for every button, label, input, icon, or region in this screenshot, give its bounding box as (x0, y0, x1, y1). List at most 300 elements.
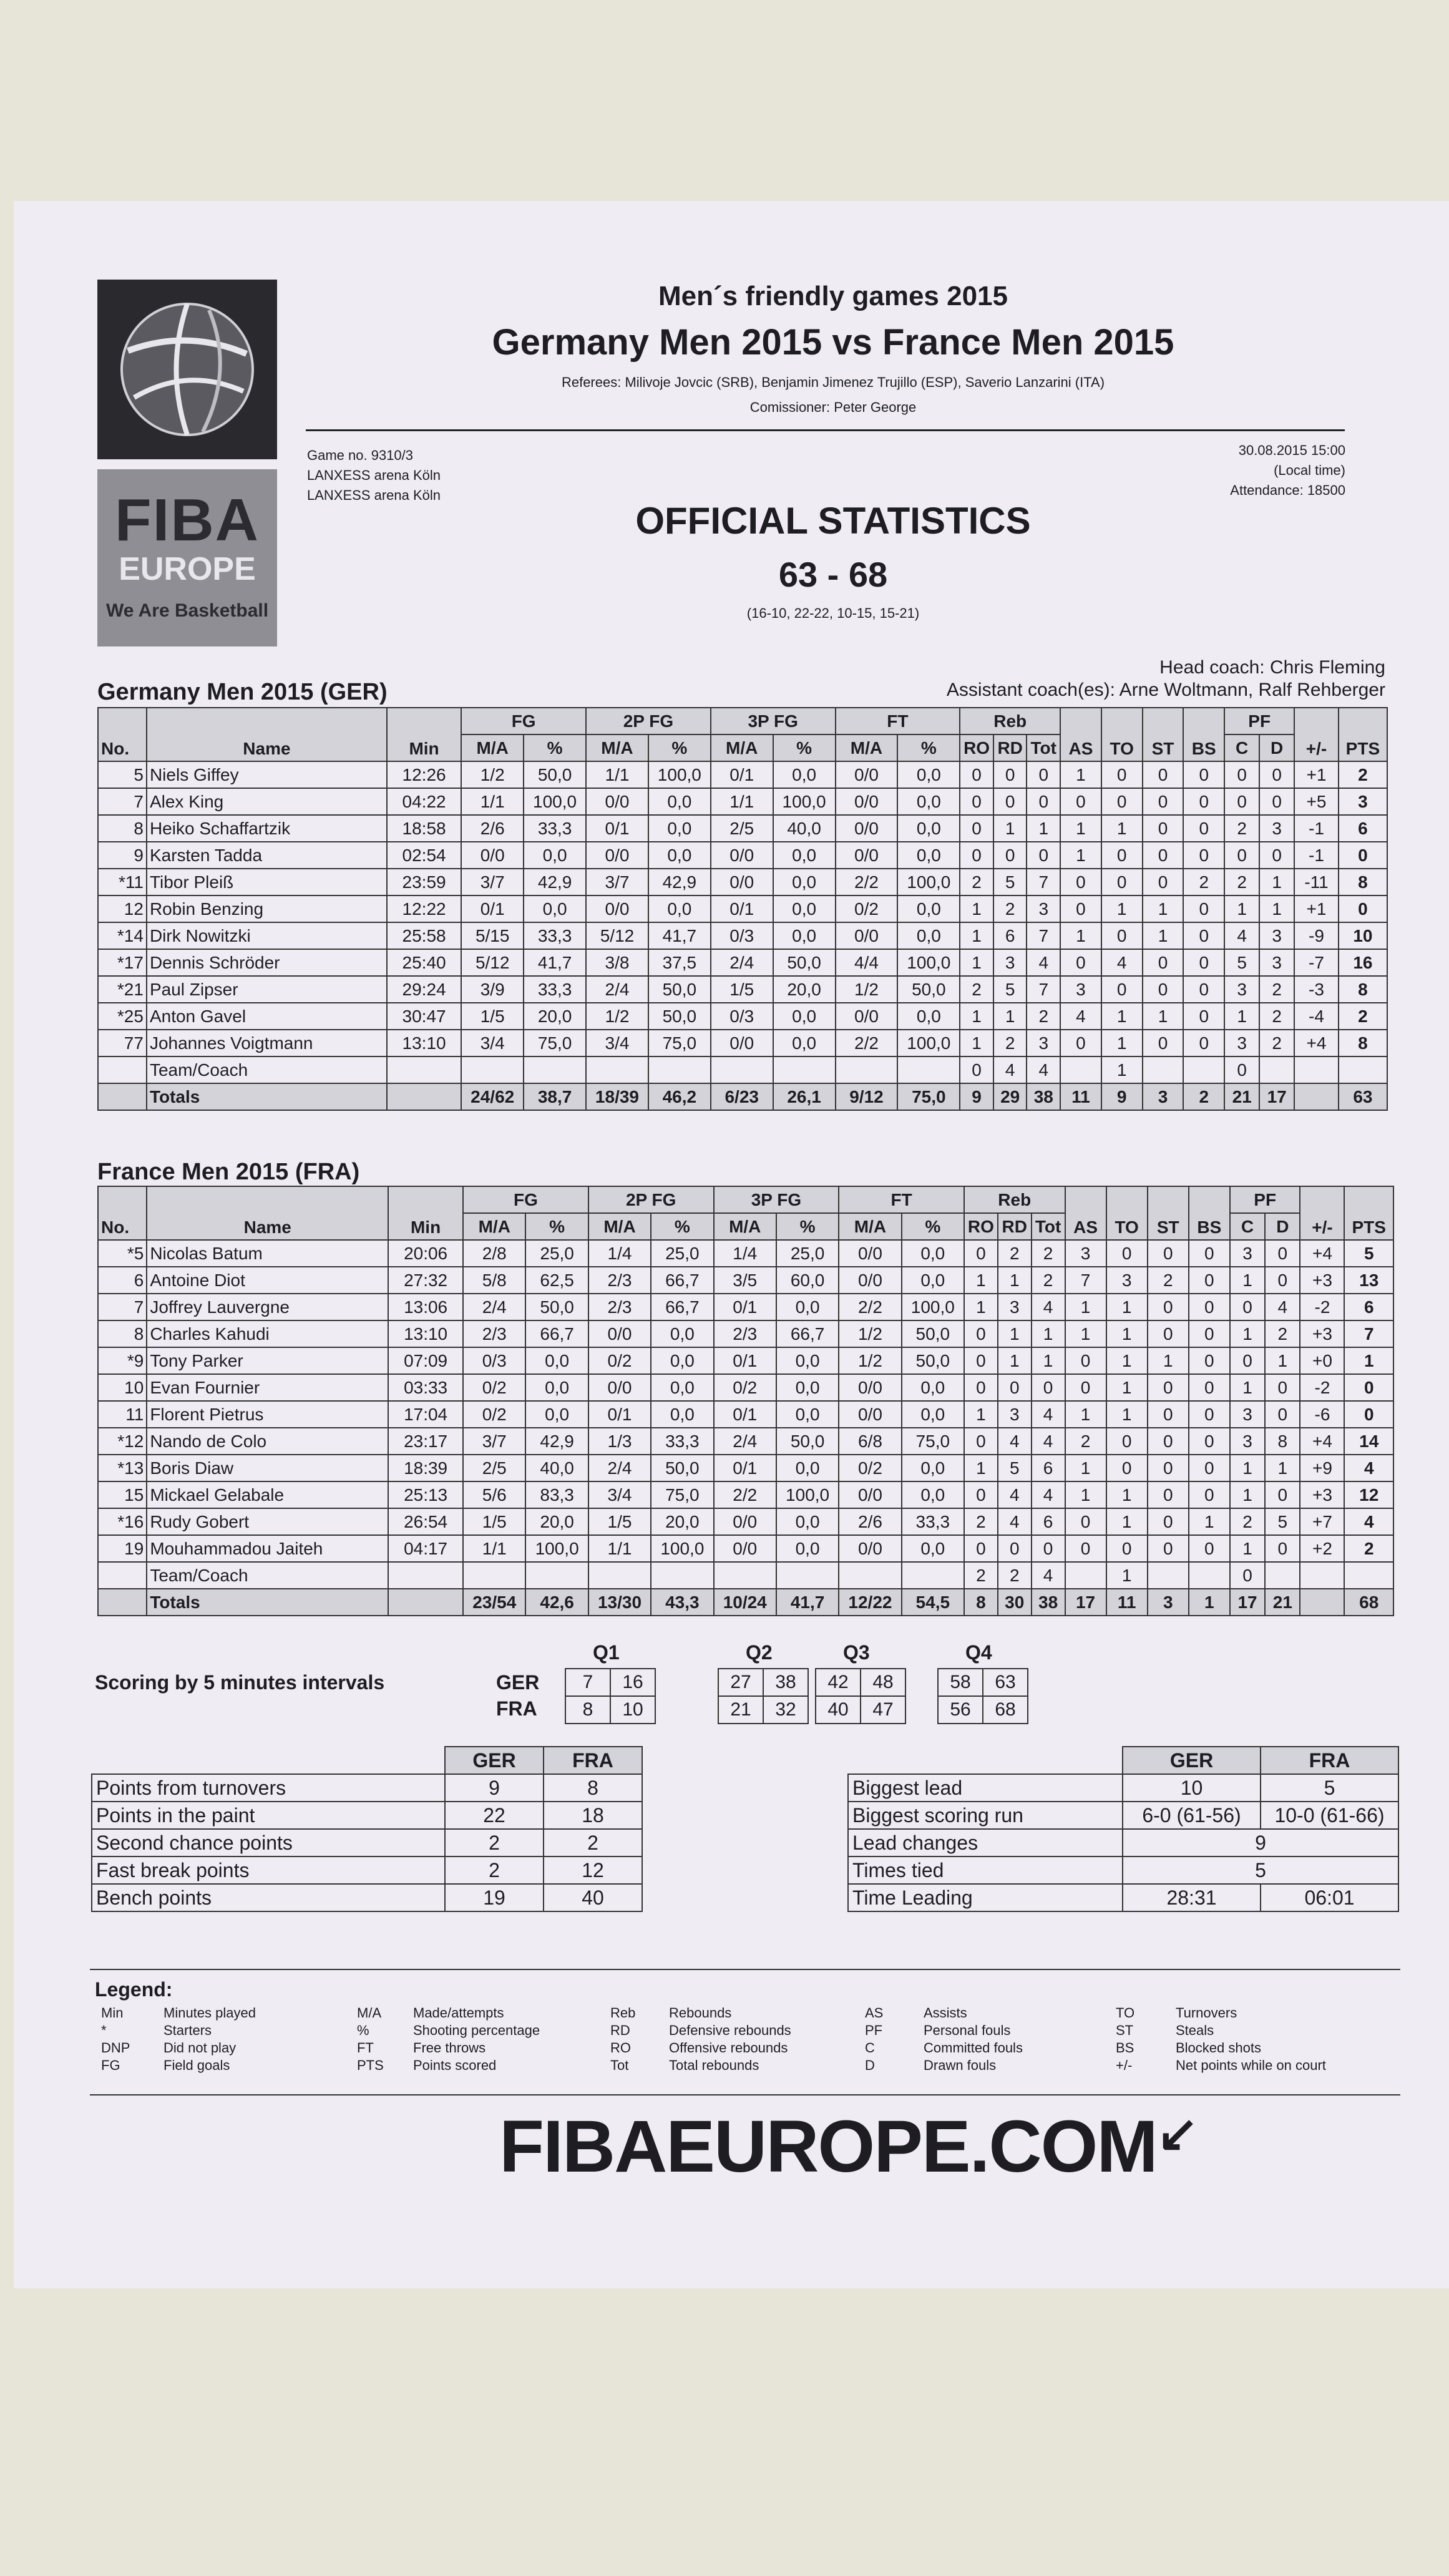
cell-tot: 0 (1032, 1374, 1065, 1401)
cell-ma: 2/3 (714, 1320, 776, 1347)
cell-ro: 2 (960, 869, 993, 895)
col-d: D (1259, 734, 1294, 761)
cell-as: 7 (1065, 1267, 1106, 1294)
legend-desc: Net points while on court (1176, 2057, 1326, 2073)
cell-pm: -11 (1294, 869, 1339, 895)
local-time-note: (Local time) (1274, 462, 1345, 478)
cell-min: 13:10 (388, 1320, 463, 1347)
cell-no: *11 (98, 869, 147, 895)
legend-abbr: +/- (1116, 2057, 1133, 2073)
cell-ma: 1/1 (461, 788, 524, 815)
cell-ma: 3/9 (461, 976, 524, 1003)
cell-pct: 0,0 (524, 842, 586, 869)
cell-rd: 0 (993, 761, 1027, 788)
interval-quarter-table (815, 1668, 906, 1724)
cell-pct: 66,7 (776, 1320, 839, 1347)
fiba-europe-logo (97, 469, 277, 646)
team-stat-fra: 18 (544, 1802, 642, 1829)
cell-stl: 2 (1148, 1267, 1189, 1294)
cell-ma: 5/8 (463, 1267, 525, 1294)
cell-no: 15 (98, 1481, 147, 1508)
cell-pct: 100,0 (525, 1535, 588, 1562)
cell-pct: 20,0 (773, 976, 836, 1003)
cell-ma: 0/0 (586, 842, 648, 869)
cell-pct: 0,0 (525, 1347, 588, 1374)
col-fg: FG (463, 1186, 588, 1213)
cell-pct: 50,0 (773, 949, 836, 976)
cell-bs: 0 (1183, 761, 1224, 788)
cell-stl: 1 (1148, 1347, 1189, 1374)
player-row (98, 922, 1387, 949)
cell-ma: 0/0 (588, 1320, 651, 1347)
team-stat-value: 9 (1123, 1829, 1398, 1856)
cell-to: 0 (1101, 976, 1143, 1003)
cell-name: Dennis Schröder (147, 949, 387, 976)
cell-bs: 0 (1183, 895, 1224, 922)
interval-row-ger (718, 1669, 808, 1696)
cell-bs: 0 (1183, 949, 1224, 976)
cell-pts: 2 (1339, 1003, 1387, 1030)
cell-ro: 0 (960, 842, 993, 869)
cell-pct: 43,3 (651, 1589, 713, 1616)
cell-bs: 0 (1183, 815, 1224, 842)
interval-row-fra (938, 1696, 1028, 1724)
cell-name: Robin Benzing (147, 895, 387, 922)
cell-c: 4 (1224, 922, 1259, 949)
cell-to: 0 (1106, 1455, 1148, 1481)
legend-desc: Field goals (163, 2057, 230, 2073)
cell-ro: 1 (960, 922, 993, 949)
cell-min: 29:24 (387, 976, 461, 1003)
col-reb: Reb (964, 1186, 1065, 1213)
col-as: AS (1060, 708, 1101, 761)
legend-abbr: % (357, 2022, 369, 2038)
cell-to: 1 (1101, 815, 1143, 842)
cell-ma: 1/2 (836, 976, 898, 1003)
cell-ma: 3/7 (586, 869, 648, 895)
cell-name: Niels Giffey (147, 761, 387, 788)
cell-d: 0 (1259, 788, 1294, 815)
team-stat-label: Points in the paint (92, 1802, 445, 1829)
team-stat-label: Time Leading (848, 1884, 1123, 1911)
cell-c: 1 (1230, 1455, 1265, 1481)
cell-c: 1 (1230, 1535, 1265, 1562)
cell-ma: 0/2 (463, 1374, 525, 1401)
cell-d: 3 (1259, 815, 1294, 842)
cell-rd: 5 (998, 1455, 1032, 1481)
cell-stl: 3 (1143, 1083, 1184, 1110)
cell-ma: 5/6 (463, 1481, 525, 1508)
cell-ma (836, 1056, 898, 1083)
cell-pm: -2 (1300, 1294, 1344, 1320)
cell-pct: 42,9 (648, 869, 711, 895)
cell-pct: 0,0 (773, 869, 836, 895)
col-2p-fg: 2P FG (586, 708, 711, 734)
cell-name: Antoine Diot (147, 1267, 388, 1294)
cell-pm: +4 (1300, 1428, 1344, 1455)
header-ger: GER (1123, 1747, 1261, 1774)
cell-as: 0 (1060, 869, 1101, 895)
cell-pct: 0,0 (902, 1481, 964, 1508)
team-coach-row (98, 1562, 1393, 1589)
cell-pct: 0,0 (773, 761, 836, 788)
cell-ma: 0/0 (588, 1374, 651, 1401)
col-c: C (1230, 1213, 1265, 1240)
cell-pct: 0,0 (773, 1030, 836, 1056)
cell-stl: 0 (1148, 1428, 1189, 1455)
team-stat-ger: 19 (445, 1884, 544, 1911)
team-stat-value: 5 (1123, 1856, 1398, 1884)
cell-ma: 3/7 (461, 869, 524, 895)
cell-rd: 1 (993, 1003, 1027, 1030)
cell-rd: 5 (993, 869, 1027, 895)
cell-pct: 0,0 (897, 895, 960, 922)
cell-d: 1 (1265, 1347, 1300, 1374)
interval-quarter-label: Q3 (843, 1641, 870, 1664)
cell-rd: 30 (998, 1589, 1032, 1616)
cell-pct: 50,0 (524, 761, 586, 788)
cell-c: 1 (1224, 1003, 1259, 1030)
header-row-groups (98, 1186, 1393, 1213)
cell-ma: 3/7 (463, 1428, 525, 1455)
cell-bs: 0 (1183, 1003, 1224, 1030)
cell-ma: 1/1 (586, 761, 648, 788)
basketball-icon (109, 291, 265, 447)
cell-pts: 2 (1344, 1535, 1393, 1562)
col-ro: RO (964, 1213, 998, 1240)
cell-ma: 0/1 (711, 895, 773, 922)
cell-pct (648, 1056, 711, 1083)
cell-pm: +2 (1300, 1535, 1344, 1562)
team-stat-label: Points from turnovers (92, 1774, 445, 1802)
intervals-team-fra: FRA (496, 1697, 537, 1720)
cell-pct: 33,3 (524, 815, 586, 842)
cell-ma: 5/12 (461, 949, 524, 976)
cell-to: 1 (1106, 1562, 1148, 1589)
interval-score: 68 (983, 1696, 1028, 1724)
cell-c: 3 (1224, 1030, 1259, 1056)
cell-ma: 3/8 (586, 949, 648, 976)
legend-desc: Total rebounds (669, 2057, 759, 2073)
cell-no: 7 (98, 788, 147, 815)
cell-as: 0 (1060, 1030, 1101, 1056)
cell-d (1259, 1056, 1294, 1083)
cell-min: 18:39 (388, 1455, 463, 1481)
cell-pct: 0,0 (773, 842, 836, 869)
cell-d: 0 (1265, 1240, 1300, 1267)
fra-team-title: France Men 2015 (FRA) (97, 1159, 360, 1185)
cell-ma: 1/5 (463, 1508, 525, 1535)
cell-pm: -1 (1294, 842, 1339, 869)
cell-ma: 0/0 (839, 1374, 901, 1401)
cell-no (98, 1056, 147, 1083)
cell-tot: 1 (1032, 1347, 1065, 1374)
cell-pts: 68 (1344, 1589, 1393, 1616)
interval-score: 10 (610, 1696, 655, 1724)
cell-pct: 66,7 (525, 1320, 588, 1347)
col-name: Name (147, 1186, 388, 1240)
legend-abbr: FG (101, 2057, 120, 2073)
cell-pct: 38,7 (524, 1083, 586, 1110)
cell-pct: 0,0 (651, 1347, 713, 1374)
cell-pct: 66,7 (651, 1294, 713, 1320)
cell-tot: 2 (1032, 1240, 1065, 1267)
cell-pct: 50,0 (776, 1428, 839, 1455)
cell-ro: 1 (960, 949, 993, 976)
cell-ma: 3/4 (588, 1481, 651, 1508)
cell-ma: 0/0 (461, 842, 524, 869)
totals-row (98, 1083, 1387, 1110)
interval-score: 8 (565, 1696, 610, 1724)
player-row (98, 1535, 1393, 1562)
player-row (98, 976, 1387, 1003)
cell-d: 0 (1265, 1535, 1300, 1562)
cell-pct (524, 1056, 586, 1083)
legend-abbr: * (101, 2022, 107, 2038)
cell-ma: 0/0 (836, 922, 898, 949)
header-row-groups (98, 708, 1387, 734)
cell-rd: 4 (993, 1056, 1027, 1083)
interval-quarter-label: Q4 (965, 1641, 992, 1664)
player-row (98, 842, 1387, 869)
cell-min: 12:22 (387, 895, 461, 922)
col-st: ST (1143, 708, 1184, 761)
cell-pct: 40,0 (773, 815, 836, 842)
interval-row-fra (565, 1696, 655, 1724)
cell-min: 25:40 (387, 949, 461, 976)
cell-pct: 42,9 (524, 869, 586, 895)
cell-to: 1 (1106, 1320, 1148, 1347)
cell-stl: 0 (1143, 976, 1184, 1003)
cell-ma: 0/1 (714, 1347, 776, 1374)
cell-pct: 41,7 (648, 922, 711, 949)
interval-quarter-table (565, 1668, 656, 1724)
cell-pct: 54,5 (902, 1589, 964, 1616)
cell-ma: 1/1 (588, 1535, 651, 1562)
cell-pct: 20,0 (651, 1508, 713, 1535)
cell-tot: 7 (1027, 869, 1060, 895)
cell-ma: 1/5 (461, 1003, 524, 1030)
legend-abbr: M/A (357, 2005, 382, 2021)
interval-row-ger (565, 1669, 655, 1696)
cell-name: Nando de Colo (147, 1428, 388, 1455)
col-name: Name (147, 708, 387, 761)
cell-as: 1 (1065, 1401, 1106, 1428)
col-min: Min (387, 708, 461, 761)
cell-ma: 3/4 (586, 1030, 648, 1056)
legend-abbr: AS (865, 2005, 884, 2021)
team-stats-left-header (92, 1747, 642, 1774)
col-ma: M/A (463, 1213, 525, 1240)
ger-coaches (749, 656, 1385, 701)
cell-pct: 25,0 (525, 1240, 588, 1267)
cell-c: 0 (1230, 1562, 1265, 1589)
cell-pct (651, 1562, 713, 1589)
cell-pts: 8 (1339, 869, 1387, 895)
cell-pct: 100,0 (897, 869, 960, 895)
cell-stl: 0 (1143, 1030, 1184, 1056)
cell-ro: 0 (964, 1240, 998, 1267)
cell-ma: 0/1 (714, 1294, 776, 1320)
interval-score: 38 (763, 1669, 808, 1696)
cell-ma: 1/2 (586, 1003, 648, 1030)
player-row (98, 1401, 1393, 1428)
cell-as: 2 (1065, 1428, 1106, 1455)
legend-abbr: RD (610, 2022, 630, 2038)
cell-pct: 0,0 (776, 1535, 839, 1562)
basketball-logo (97, 280, 277, 459)
cell-ma: 0/1 (714, 1455, 776, 1481)
cell-ma: 0/3 (711, 922, 773, 949)
cell-pts: 10 (1339, 922, 1387, 949)
cell-min: 04:17 (388, 1535, 463, 1562)
cell-pct: 100,0 (897, 1030, 960, 1056)
cell-to: 0 (1101, 869, 1143, 895)
cell-ro: 1 (964, 1294, 998, 1320)
legend-desc: Shooting percentage (413, 2022, 540, 2038)
cell-name: Boris Diaw (147, 1455, 388, 1481)
totals-row (98, 1589, 1393, 1616)
cell-no: *17 (98, 949, 147, 976)
cell-as: 3 (1065, 1240, 1106, 1267)
cell-tot: 4 (1032, 1481, 1065, 1508)
arrow-icon: ↙ (1156, 2105, 1198, 2161)
cell-ma: 6/23 (711, 1083, 773, 1110)
cell-pct: 75,0 (902, 1428, 964, 1455)
attendance: Attendance: 18500 (1230, 482, 1345, 498)
cell-rd: 1 (998, 1267, 1032, 1294)
cell-as: 0 (1060, 895, 1101, 922)
cell-c: 2 (1230, 1508, 1265, 1535)
cell-tot: 3 (1027, 1030, 1060, 1056)
cell-as: 0 (1060, 788, 1101, 815)
cell-bs: 0 (1183, 1030, 1224, 1056)
cell-ro: 1 (964, 1267, 998, 1294)
cell-pct: 33,3 (651, 1428, 713, 1455)
cell-pm: +3 (1300, 1481, 1344, 1508)
cell-ro: 1 (960, 1003, 993, 1030)
competition-name: Men´s friendly games 2015 (658, 281, 1008, 311)
cell-tot: 3 (1027, 895, 1060, 922)
cell-pm (1300, 1589, 1344, 1616)
cell-pm: +5 (1294, 788, 1339, 815)
cell-no (98, 1589, 147, 1616)
referees: Referees: Milivoje Jovcic (SRB), Benjamin Jimenez Trujillo (ESP), Saverio Lanzarini (ITA) (561, 374, 1105, 390)
col-plus-minus: +/- (1294, 708, 1339, 761)
cell-pct: 50,0 (651, 1455, 713, 1481)
team-stat-ger: 2 (445, 1856, 544, 1884)
team-stat-fra: 2 (544, 1829, 642, 1856)
cell-as: 1 (1060, 922, 1101, 949)
cell-d: 2 (1259, 976, 1294, 1003)
cell-rd: 2 (998, 1562, 1032, 1589)
legend-desc: Points scored (413, 2057, 497, 2073)
cell-min: 23:59 (387, 869, 461, 895)
cell-d: 1 (1259, 869, 1294, 895)
cell-d: 1 (1265, 1455, 1300, 1481)
cell-tot: 6 (1032, 1455, 1065, 1481)
col-c: C (1224, 734, 1259, 761)
cell-as: 1 (1065, 1294, 1106, 1320)
cell-min (388, 1562, 463, 1589)
legend-desc: Personal fouls (924, 2022, 1011, 2038)
cell-ma: 23/54 (463, 1589, 525, 1616)
game-info (307, 446, 441, 505)
cell-bs: 0 (1189, 1481, 1230, 1508)
cell-bs: 0 (1189, 1240, 1230, 1267)
col-d: D (1265, 1213, 1300, 1240)
cell-ma: 0/0 (714, 1535, 776, 1562)
cell-pct: 0,0 (897, 1003, 960, 1030)
cell-stl: 0 (1148, 1455, 1189, 1481)
cell-pm: -9 (1294, 922, 1339, 949)
cell-pct: 50,0 (902, 1320, 964, 1347)
cell-pct: 0,0 (897, 842, 960, 869)
col-ma: M/A (711, 734, 773, 761)
cell-d: 1 (1259, 895, 1294, 922)
team-stat-fra: 40 (544, 1884, 642, 1911)
cell-ro: 9 (960, 1083, 993, 1110)
cell-c: 3 (1230, 1401, 1265, 1428)
cell-min (387, 1083, 461, 1110)
cell-pct: 62,5 (525, 1267, 588, 1294)
cell-stl: 0 (1143, 842, 1184, 869)
cell-ma: 0/0 (836, 815, 898, 842)
final-score: 63 - 68 (778, 555, 888, 594)
cell-min: 03:33 (388, 1374, 463, 1401)
cell-min: 23:17 (388, 1428, 463, 1455)
cell-min (388, 1589, 463, 1616)
legend-abbr: Tot (610, 2057, 629, 2073)
cell-stl: 0 (1148, 1374, 1189, 1401)
cell-pts: 3 (1339, 788, 1387, 815)
team-stat-fra: 12 (544, 1856, 642, 1884)
cell-c: 0 (1224, 761, 1259, 788)
blank-header (92, 1747, 445, 1774)
legend-desc: Turnovers (1176, 2005, 1237, 2021)
cell-to: 1 (1101, 895, 1143, 922)
cell-c: 1 (1230, 1267, 1265, 1294)
cell-c: 1 (1230, 1481, 1265, 1508)
cell-pts: 7 (1344, 1320, 1393, 1347)
cell-pct: 0,0 (776, 1508, 839, 1535)
cell-ma (586, 1056, 648, 1083)
cell-ma: 24/62 (461, 1083, 524, 1110)
cell-c: 0 (1230, 1347, 1265, 1374)
cell-pct: 42,6 (525, 1589, 588, 1616)
cell-to: 1 (1106, 1401, 1148, 1428)
cell-ma: 0/0 (839, 1267, 901, 1294)
team-stat-label: Times tied (848, 1856, 1123, 1884)
cell-pct: 0,0 (776, 1374, 839, 1401)
cell-bs: 2 (1183, 869, 1224, 895)
cell-ma: 1/2 (839, 1320, 901, 1347)
cell-no: 19 (98, 1535, 147, 1562)
col-ma: M/A (714, 1213, 776, 1240)
cell-pm: -2 (1300, 1374, 1344, 1401)
cell-c: 0 (1230, 1294, 1265, 1320)
col-pts: PTS (1344, 1186, 1393, 1240)
cell-pct: 0,0 (773, 1003, 836, 1030)
cell-pct: 100,0 (902, 1294, 964, 1320)
cell-bs: 0 (1183, 976, 1224, 1003)
cell-bs: 0 (1189, 1374, 1230, 1401)
team-stat-row (92, 1802, 642, 1829)
col-pf: PF (1224, 708, 1294, 734)
cell-name: Mouhammadou Jaiteh (147, 1535, 388, 1562)
cell-stl: 0 (1143, 761, 1184, 788)
cell-ma: 18/39 (586, 1083, 648, 1110)
